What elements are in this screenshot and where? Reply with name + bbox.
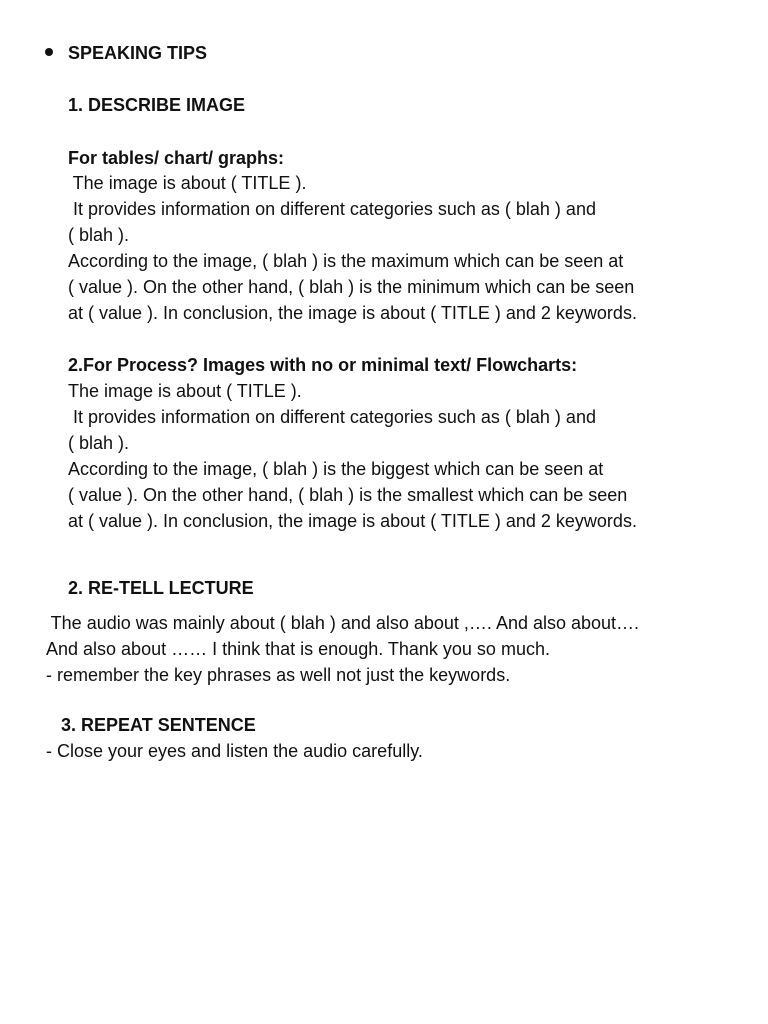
process-line: The image is about ( TITLE ). [68,381,302,401]
process-line: ( blah ). [68,433,130,453]
tables-line: ( value ). On the other hand, ( blah ) is the minimum which can be seen [68,277,635,297]
retell-line: And also about …… I think that is enough. Thank you so much. [46,639,550,659]
subheading-tables: For tables/ chart/ graphs: [68,148,285,168]
tables-line: The image is about ( TITLE ). [68,173,307,193]
tables-line: It provides information on different categories such as ( blah ) and [68,199,596,219]
bullet-icon [45,48,53,56]
process-line: ( value ). On the other hand, ( blah ) is the smallest which can be seen [68,485,628,505]
section-heading-retell: 2. RE-TELL LECTURE [68,578,254,598]
retell-line: - remember the key phrases as well not just the keywords. [46,665,511,685]
process-line: at ( value ). In conclusion, the image is about ( TITLE ) and 2 keywords. [68,511,637,531]
section-heading-describe-image: 1. DESCRIBE IMAGE [68,95,246,115]
tables-line: According to the image, ( blah ) is the maximum which can be seen at [68,251,624,271]
process-line: According to the image, ( blah ) is the biggest which can be seen at [68,459,604,479]
section-heading-repeat: 3. REPEAT SENTENCE [61,715,256,735]
retell-line: The audio was mainly about ( blah ) and also about ,…. And also about…. [46,613,640,633]
tables-line: ( blah ). [68,225,130,245]
subheading-process: 2.For Process? Images with no or minimal text/ Flowcharts: [68,355,578,375]
main-heading: SPEAKING TIPS [68,43,208,63]
tables-line: at ( value ). In conclusion, the image is about ( TITLE ) and 2 keywords. [68,303,637,323]
process-line: It provides information on different categories such as ( blah ) and [68,407,596,427]
repeat-line: - Close your eyes and listen the audio carefully. [46,741,423,761]
